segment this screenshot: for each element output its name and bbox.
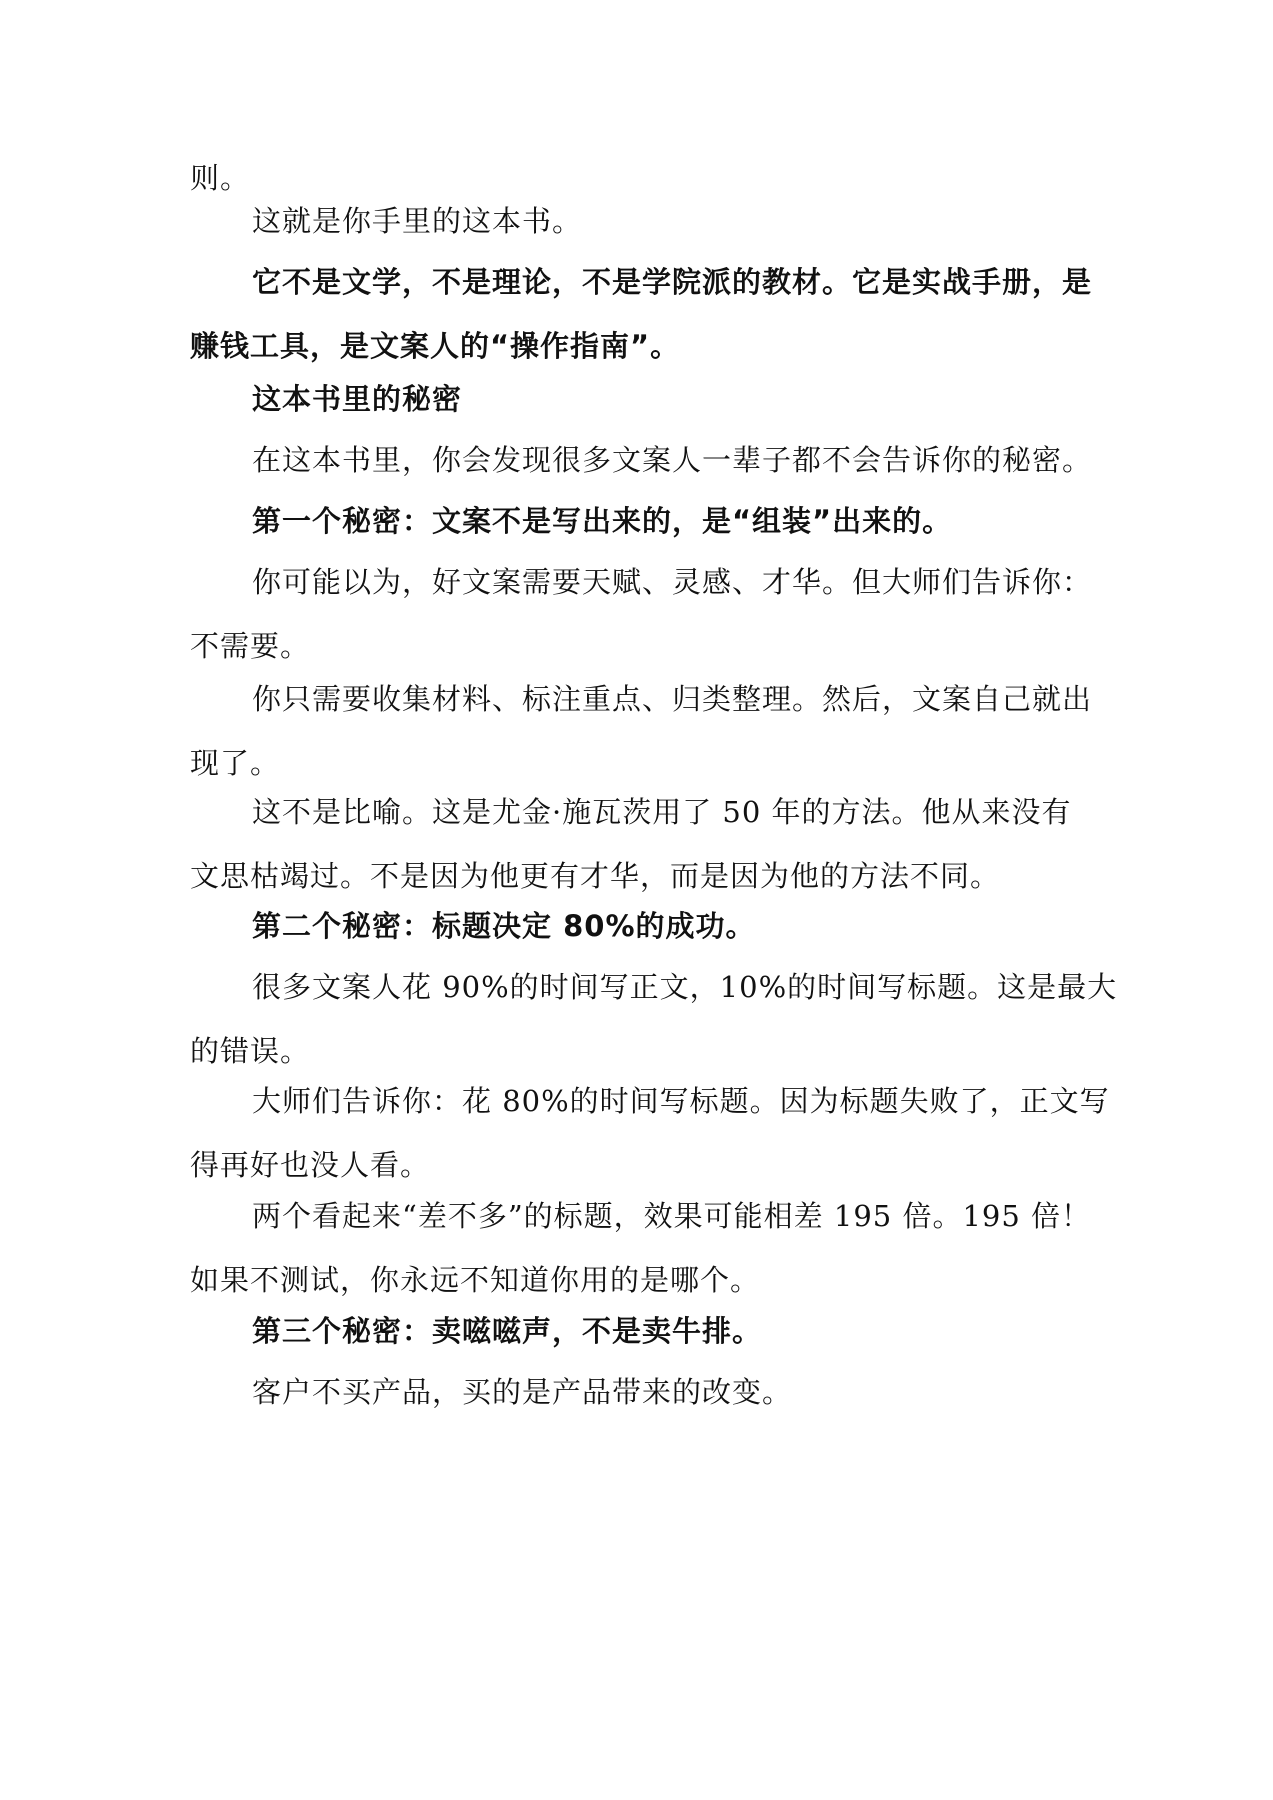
paragraph-line: 大师们告诉你：花 80%的时间写标题。因为标题失败了，正文写: [252, 1084, 1110, 1118]
paragraph-manual: [190, 250, 1093, 378]
paragraph-headline-time: [190, 1069, 1110, 1197]
paragraph-collect: [190, 667, 1093, 795]
paragraph-line: 它不是文学，不是理论，不是学院派的教材。它是实战手册，是: [252, 265, 1093, 299]
paragraph-line: 第二个秘密：标题决定 80%的成功。: [252, 909, 756, 943]
paragraph-secrets-intro: [190, 428, 1093, 492]
paragraph-line: 则。: [190, 161, 251, 195]
paragraph-line: 第三个秘密：卖嗞嗞声，不是卖牛排。: [252, 1314, 763, 1348]
paragraph-secret-one: [190, 489, 1090, 553]
paragraph-line: 很多文案人花 90%的时间写正文，10%的时间写标题。这是最大: [252, 970, 1118, 1004]
paragraph-mistake: [190, 955, 1118, 1083]
paragraph-line: 得再好也没人看。: [190, 1148, 431, 1182]
paragraph-line: 第一个秘密：文案不是写出来的，是“组装”出来的。: [252, 504, 953, 538]
paragraph-line: 这本书里的秘密: [252, 382, 463, 416]
paragraph-secret-two: [190, 894, 1090, 958]
paragraph-schwartz: [190, 780, 1090, 908]
paragraph-line: 现了。: [190, 746, 281, 780]
paragraph-change: [190, 1360, 1090, 1424]
paragraph-195-times: [190, 1184, 1090, 1312]
paragraph-line: 这不是比喻。这是尤金·施瓦茨用了 50 年的方法。他从来没有: [252, 795, 1072, 829]
paragraph-talent: [190, 550, 1093, 678]
paragraph-line: 文思枯竭过。不是因为他更有才华，而是因为他的方法不同。: [190, 859, 1001, 893]
paragraph-line: 两个看起来“差不多”的标题，效果可能相差 195 倍。195 倍！: [252, 1199, 1092, 1233]
paragraph-line: 不需要。: [190, 629, 311, 663]
paragraph-line: 你可能以为，好文案需要天赋、灵感、才华。但大师们告诉你：: [252, 565, 1093, 599]
paragraph-line: 如果不测试，你永远不知道你用的是哪个。: [190, 1263, 761, 1297]
paragraph-this-book: [190, 189, 1090, 253]
section-heading-secrets: [190, 367, 1090, 431]
paragraph-line: 你只需要收集材料、标注重点、归类整理。然后，文案自己就出: [252, 682, 1093, 716]
paragraph-line: 这就是你手里的这本书。: [252, 204, 583, 238]
paragraph-line: 客户不买产品，买的是产品带来的改变。: [252, 1375, 793, 1409]
paragraph-line: 赚钱工具，是文案人的“操作指南”。: [190, 329, 681, 363]
paragraph-line: 的错误。: [190, 1034, 311, 1068]
paragraph-line: 在这本书里，你会发现很多文案人一辈子都不会告诉你的秘密。: [252, 443, 1093, 477]
paragraph-secret-three: [190, 1299, 1090, 1363]
